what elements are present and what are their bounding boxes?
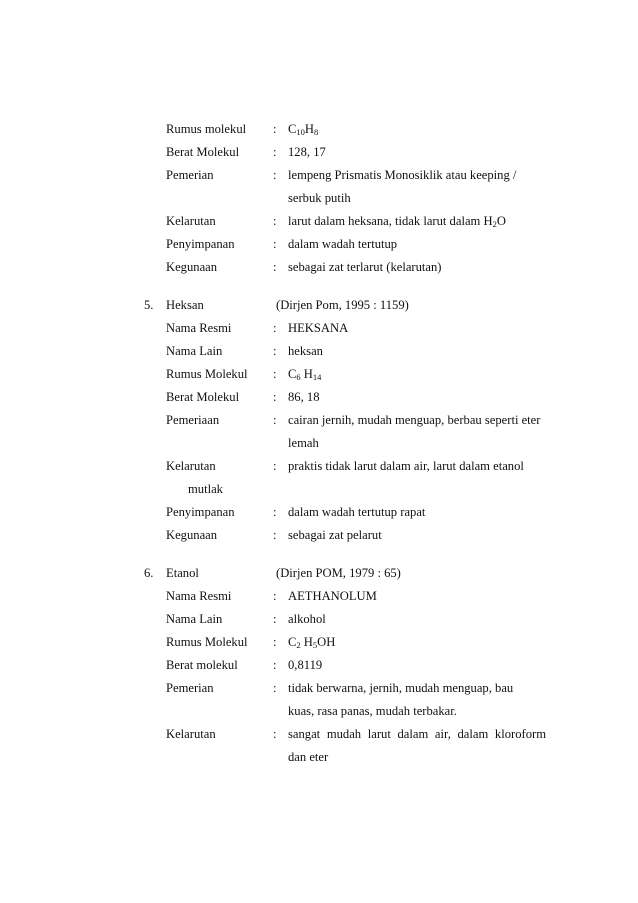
- section-heading-etanol: [0, 564, 638, 582]
- field-value: $C_{10}H_8$: [288, 122, 319, 137]
- colon: :: [273, 635, 277, 649]
- field-nama-lain: [0, 610, 638, 628]
- field-nama-lain: [0, 342, 638, 360]
- colon: :: [273, 390, 277, 404]
- field-label: Berat molekul: [166, 658, 238, 672]
- colon: :: [273, 237, 277, 251]
- field-label: Rumus molekul: [166, 122, 247, 136]
- colon: :: [273, 612, 277, 626]
- colon: :: [273, 344, 277, 358]
- field-label: Penyimpanan: [166, 237, 235, 251]
- colon: :: [273, 145, 277, 159]
- colon: :: [273, 367, 277, 381]
- field-value: serbuk putih: [288, 191, 351, 205]
- field-label: Berat Molekul: [166, 390, 240, 404]
- field-value: heksan: [288, 344, 323, 358]
- field-pemeriaan: [0, 411, 638, 429]
- colon: :: [273, 505, 277, 519]
- field-label: Pemerian: [166, 168, 214, 182]
- field-label: Pemerian: [166, 681, 214, 695]
- section-title: Heksan: [166, 298, 204, 312]
- colon: :: [273, 413, 277, 427]
- field-value: lemah: [288, 436, 319, 450]
- field-nama-resmi: [0, 319, 638, 337]
- field-berat-molekul: [0, 143, 638, 161]
- field-label: Kelarutan: [166, 214, 216, 228]
- field-penyimpanan: [0, 235, 638, 253]
- field-kelarutan-cont: [0, 748, 638, 766]
- field-label: Pemeriaan: [166, 413, 220, 427]
- field-label: Rumus Molekul: [166, 635, 248, 649]
- field-pemerian: [0, 166, 638, 184]
- section-title: Etanol: [166, 566, 199, 580]
- field-value: sebagai zat terlarut (kelarutan): [288, 260, 442, 274]
- field-label: Berat Molekul: [166, 145, 240, 159]
- field-rumus-molekul: [0, 365, 638, 383]
- field-berat-molekul: [0, 656, 638, 674]
- field-value: AETHANOLUM: [288, 589, 377, 603]
- field-pemeriaan-cont: [0, 434, 638, 452]
- field-kelarutan: [0, 457, 638, 475]
- field-value: mutlak: [188, 482, 223, 496]
- section-reference: (Dirjen Pom, 1995 : 1159): [276, 298, 409, 312]
- field-value: 86, 18: [288, 390, 320, 404]
- field-value: dalam wadah tertutup rapat: [288, 505, 426, 519]
- field-value: HEKSANA: [288, 321, 349, 335]
- field-kelarutan-cont: [0, 480, 638, 498]
- field-value: $C_2$ $H_5OH$: [288, 635, 336, 650]
- field-kegunaan: [0, 526, 638, 544]
- field-value: tidak berwarna, jernih, mudah menguap, bau: [288, 681, 514, 695]
- section-number: 6.: [144, 566, 154, 580]
- colon: :: [273, 727, 277, 741]
- field-rumus-molekul: [0, 633, 638, 651]
- colon: :: [273, 122, 277, 136]
- field-penyimpanan: [0, 503, 638, 521]
- field-value: alkohol: [288, 612, 326, 626]
- field-label: Kegunaan: [166, 528, 218, 542]
- field-label: Kegunaan: [166, 260, 218, 274]
- field-kelarutan: [0, 212, 638, 230]
- field-value: kuas, rasa panas, mudah terbakar.: [288, 704, 457, 718]
- field-value: cairan jernih, mudah menguap, berbau seperti eter: [288, 413, 541, 427]
- field-label: Kelarutan: [166, 727, 216, 741]
- colon: :: [273, 589, 277, 603]
- field-label: Nama Lain: [166, 344, 223, 358]
- field-value: sangat mudah larut dalam air, dalam kloroform: [288, 727, 546, 741]
- field-pemerian: [0, 679, 638, 697]
- colon: :: [273, 658, 277, 672]
- field-nama-resmi: [0, 587, 638, 605]
- field-pemerian-cont: [0, 189, 638, 207]
- section-heading-heksan: [0, 296, 638, 314]
- colon: :: [273, 214, 277, 228]
- colon: :: [273, 168, 277, 182]
- section-number: 5.: [144, 298, 154, 312]
- field-value: 128, 17: [288, 145, 326, 159]
- field-value: praktis tidak larut dalam air, larut dalam etanol: [288, 459, 524, 473]
- section-reference: (Dirjen POM, 1979 : 65): [276, 566, 401, 580]
- field-label: Nama Resmi: [166, 321, 232, 335]
- field-value: sebagai zat pelarut: [288, 528, 382, 542]
- field-kegunaan: [0, 258, 638, 276]
- field-label: Nama Lain: [166, 612, 223, 626]
- field-label: Nama Resmi: [166, 589, 232, 603]
- field-label: Rumus Molekul: [166, 367, 248, 381]
- field-rumus-molekul: [0, 120, 638, 138]
- field-label: Kelarutan: [166, 459, 216, 473]
- field-pemerian-cont: [0, 702, 638, 720]
- colon: :: [273, 681, 277, 695]
- field-kelarutan: [0, 725, 638, 743]
- field-value: 0,8119: [288, 658, 323, 672]
- field-berat-molekul: [0, 388, 638, 406]
- colon: :: [273, 528, 277, 542]
- field-value: $C_6$ $H_{14}$: [288, 367, 322, 382]
- colon: :: [273, 459, 277, 473]
- field-value: larut dalam heksana, tidak larut dalam $H_2O$: [288, 214, 506, 229]
- field-value: dan eter: [288, 750, 329, 764]
- field-value: lempeng Prismatis Monosiklik atau keeping /: [288, 168, 517, 182]
- colon: :: [273, 321, 277, 335]
- field-label: Penyimpanan: [166, 505, 235, 519]
- field-value: dalam wadah tertutup: [288, 237, 398, 251]
- colon: :: [273, 260, 277, 274]
